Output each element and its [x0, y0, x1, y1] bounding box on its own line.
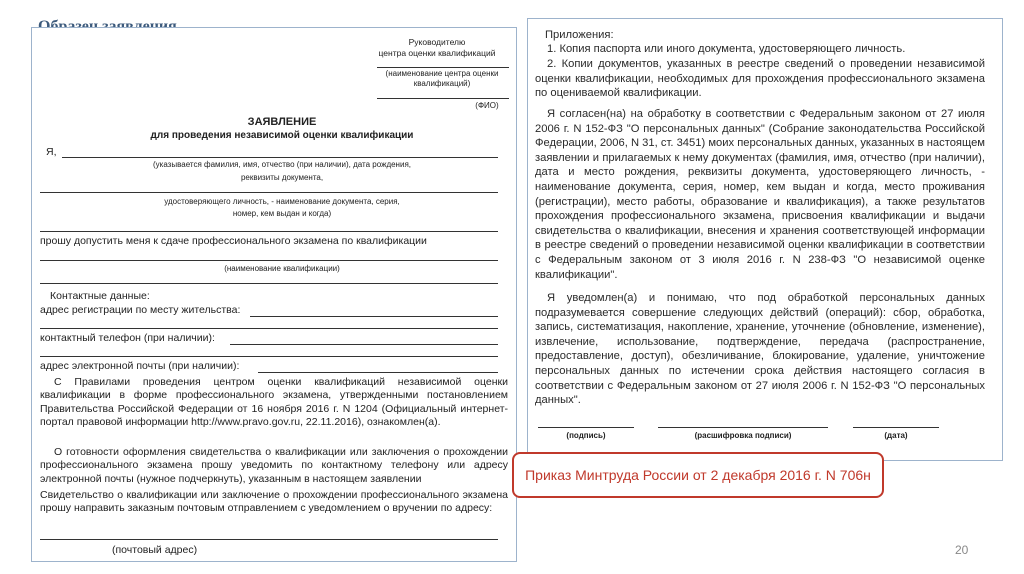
hint-fio-2: реквизиты документа,: [240, 173, 324, 182]
email-line: [258, 372, 498, 373]
hint-doc-2: номер, кем выдан и когда): [232, 209, 332, 218]
postal-line: [40, 539, 498, 540]
attachments-label: Приложения:: [545, 29, 614, 41]
addr-reg-line: [250, 316, 498, 317]
signature-line: [538, 427, 634, 428]
header-fio: (ФИО): [475, 101, 499, 110]
rules-paragraph: С Правилами проведения центром оценки квалификаций независимой оценки квалификации в форме профессионального экзамена, утвержденными постановлением Правительства Российской Федерации от 16 ноября 2016 г. N 1204 (Официальный интернет-портал правовой информации http://www.pravo.gov.ru, 22.11.2016), ознакомлен(а).: [40, 376, 508, 429]
signature-decode-label: (расшифровка подписи): [694, 431, 792, 440]
addr-reg-label: адрес регистрации по месту жительства:: [40, 304, 241, 316]
addr-reg-line-2: [40, 328, 498, 329]
cert-paragraph: Свидетельство о квалификации или заключение о прохождении профессионального экзамена прошу направить заказным почтовым отправлением с уведомлением о вручении по адресу:: [40, 489, 508, 515]
doc-title: ЗАЯВЛЕНИЕ: [247, 116, 317, 128]
order-callout: Приказ Минтруда России от 2 декабря 2016 г. N 706н: [512, 452, 884, 498]
signature-decode-line: [658, 427, 828, 428]
phone-line-2: [40, 356, 498, 357]
qual-line: [40, 260, 498, 261]
postal-hint: (почтовый адрес): [112, 544, 198, 556]
page-number: 20: [955, 543, 969, 557]
notice-paragraph: Я уведомлен(а) и понимаю, что под обработкой персональных данных подразумевается совершение следующих действий (операций): сбор, обработка, запись, систематизация, накопление, хранение, уточнение (обновление, изменение), извлечение, использование, подтверждение, передача (распространение, предоставление, доступ), обезличивание, блокирование, удаление, уничтожение персональных данных по истечении срока действия настоящего согласия в соответствии с Федеральным законом от 27 июля 2006 г. N 152-ФЗ "О персональных данных".: [535, 292, 985, 407]
request-text: прошу допустить меня к сдаче профессионального экзамена по квалификации: [40, 235, 427, 247]
header-line-2: [377, 98, 509, 99]
header-to: Руководителю: [408, 37, 466, 47]
attachment-1: 1. Копия паспорта или иного документа, удостоверяющего личность.: [547, 43, 906, 55]
header-line-1: [377, 67, 509, 68]
ya-label: Я,: [46, 146, 57, 158]
hint-qual: (наименование квалификации): [224, 264, 340, 273]
date-line: [853, 427, 939, 428]
application-form-panel: [31, 27, 517, 562]
doc-subtitle: для проведения независимой оценки квалификации: [150, 130, 414, 141]
fio-line: [62, 157, 498, 158]
attachment-2: 2. Копии документов, указанных в реестре сведений о проведении независимой оценки квалификации, необходимых для прохождения профессионального экзамена по оцениваемой квалификации.: [535, 58, 985, 100]
email-label: адрес электронной почты (при наличии):: [40, 360, 240, 372]
phone-label: контактный телефон (при наличии):: [40, 332, 215, 344]
consent-paragraph: Я согласен(на) на обработку в соответствии с Федеральным законом от 27 июля 2006 г. N 152-ФЗ "О персональных данных" (Собрание законодательства Российской Федерации, 2006, N 31, ст. 3451) моих персональных данных, указанных в настоящем заявлении и прилагаемых к нему документах (фамилия, имя, отчество (при наличии), дата и место рождения, реквизиты документа, удостоверяющего личность, - наименование документа, серия, номер, кем выдан и когда, место проживания (регистрации), место работы, образование и квалификация), а также результатов прохождения профессионального экзамена, присвоения квалификации и выдачи свидетельства о квалификации, внесения и хранения соответствующей информации в реестре сведений о проведении независимой оценки квалификации в соответствии с Федеральным законом от 3 июля 2016 г. N 238-ФЗ "О независимой оценке квалификации".: [535, 108, 985, 281]
signature-label: (подпись): [566, 431, 606, 440]
qual-line-2: [40, 283, 498, 284]
phone-line: [230, 344, 498, 345]
date-label: (дата): [884, 431, 908, 440]
details-line-1: [40, 192, 498, 193]
details-line-2: [40, 231, 498, 232]
header-center: центра оценки квалификаций: [378, 48, 496, 58]
notify-paragraph: О готовности оформления свидетельства о квалификации или заключения о прохождении профессионального экзамена прошу уведомить по контактному телефону или адресу электронной почты (нужное подчеркнуть), указанным в настоящем заявлении: [40, 446, 508, 485]
header-hint-center: (наименование центра оценки квалификаций): [385, 69, 499, 88]
consent-panel: [527, 18, 1003, 461]
hint-doc-1: удостоверяющего личность, - наименование документа, серия,: [164, 197, 400, 206]
contacts-label: Контактные данные:: [50, 290, 150, 302]
hint-fio-1: (указывается фамилия, имя, отчество (при наличии), дата рождения,: [152, 160, 411, 169]
